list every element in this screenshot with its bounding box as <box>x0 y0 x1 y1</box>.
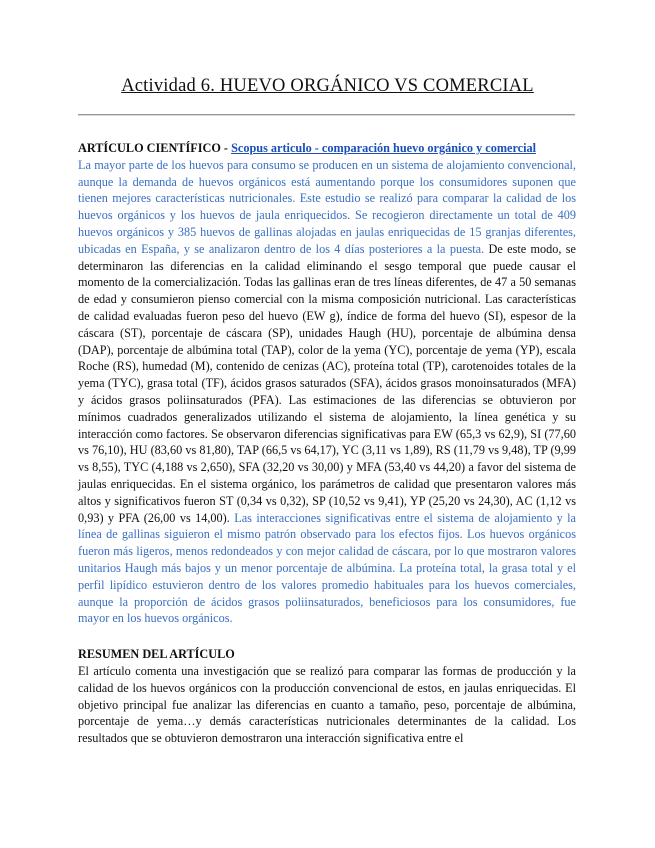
section-label: ARTÍCULO CIENTÍFICO <box>78 141 221 155</box>
section-heading-article <box>78 141 536 155</box>
article-text-blue-2: Las interacciones significativas entre el sistema de alojamiento y la línea de gallinas siguieron el mismo patrón observado para los efectos fijos. Los huevos orgánicos fueron más ligeros, menos redondeados y con mejor calidad de cáscara, por lo que mostraron valores unitarios Haugh más bajos y un menor porcentaje de albúmina. La proteína total, la grasa total y el perfil lipídico estuvieron dentro de los valores promedio habituales para los huevos comerciales, aunque la proporción de ácidos grasos poliinsaturados, beneficiosos para los consumidores, fue mayor en los huevos orgánicos. <box>78 510 576 626</box>
heading-separator: - <box>220 141 232 155</box>
title-divider <box>78 114 575 116</box>
scopus-article-link[interactable]: Scopus articulo - comparación huevo orgánico y comercial <box>231 141 537 155</box>
page-title: Actividad 6. HUEVO ORGÁNICO VS COMERCIAL <box>121 76 534 96</box>
section-heading-summary: RESUMEN DEL ARTÍCULO <box>78 647 235 662</box>
article-text-black: De este modo, se determinaron las diferencias en la calidad eliminando el sesgo temporal que puede causar el momento de la comercialización. Todas las gallinas eran de tres líneas diferentes, de 47 a 50 semanas de edad y consumieron pienso comercial con la misma composición nutricional. Las características de calidad evaluadas fueron peso del huevo (EW g), índice de forma del huevo (SI), espesor de la cáscara (ST), porcentaje de cáscara (SP), unidades Haugh (HU), porcentaje de albúmina densa (DAP), porcentaje de albúmina total (TAP), color de la yema (YC), porcentaje de yema (YP), escala Roche (RS), humedad (M), contenido de cenizas (AC), proteína total (TP), carotenoides totales de la yema (TYC), grasa total (TF), ácidos grasos saturados (SFA), ácidos grasos monoinsaturados (MFA) y ácidos grasos poliinsaturados (PFA). Las estimaciones de las diferencias se obtuvieron por mínimos cuadrados generalizados utilizando el sistema de alojamiento, la línea genética y su interacción como factores. Se observaron diferencias significativas para EW (65,3 vs 62,9), SI (77,60 vs 76,10), HU (83,60 vs 81,80), TAP (66,5 vs 64,17), YC (3,11 vs 1,89), RS (11,79 vs 9,48), TP (9,99 vs 8,55), TYC (4,188 vs 2,650), SFA (32,20 vs 30,00) y MFA (53,40 vs 44,20) a favor del sistema de jaulas enriquecidas. En el sistema orgánico, los parámetros de calidad que presentaron valores más altos y significativos fueron ST (0,34 vs 0,32), SP (10,52 vs 9,41), YP (25,20 vs 24,30), AC (1,12 vs 0,93) y PFA (26,00 vs 14,00). <box>78 241 576 525</box>
document-body <box>78 140 576 747</box>
summary-paragraph: El artículo comenta una investigación que se realizó para comparar las formas de producción y la calidad de los huevos orgánicos con la producción convencional de estos, en jaulas enriquecidas. El objetivo principal fue analizar las diferencias en cuanto a tamaño, peso, porcentaje de albúmina, porcentaje de yema…y demás características nutricionales determinantes de la calidad. Los resultados que se obtuvieron demostraron una interacción significativa entre el <box>78 663 576 746</box>
article-text-blue-1: La mayor parte de los huevos para consumo se producen en un sistema de alojamiento convencional, aunque la demanda de huevos orgánicos está aumentando porque los consumidores suponen que tienen mejores características nutricionales. Este estudio se realizó para comparar la calidad de los huevos orgánicos y los huevos de jaula enriquecidos. Se recogieron directamente un total de 409 huevos orgánicos y 385 huevos de gallinas alojadas en jaulas enriquecidas de 15 granjas diferentes, ubicadas en España, y se analizaron dentro de los 4 días posteriores a la puesta. <box>78 157 576 256</box>
article-paragraph <box>78 140 576 627</box>
